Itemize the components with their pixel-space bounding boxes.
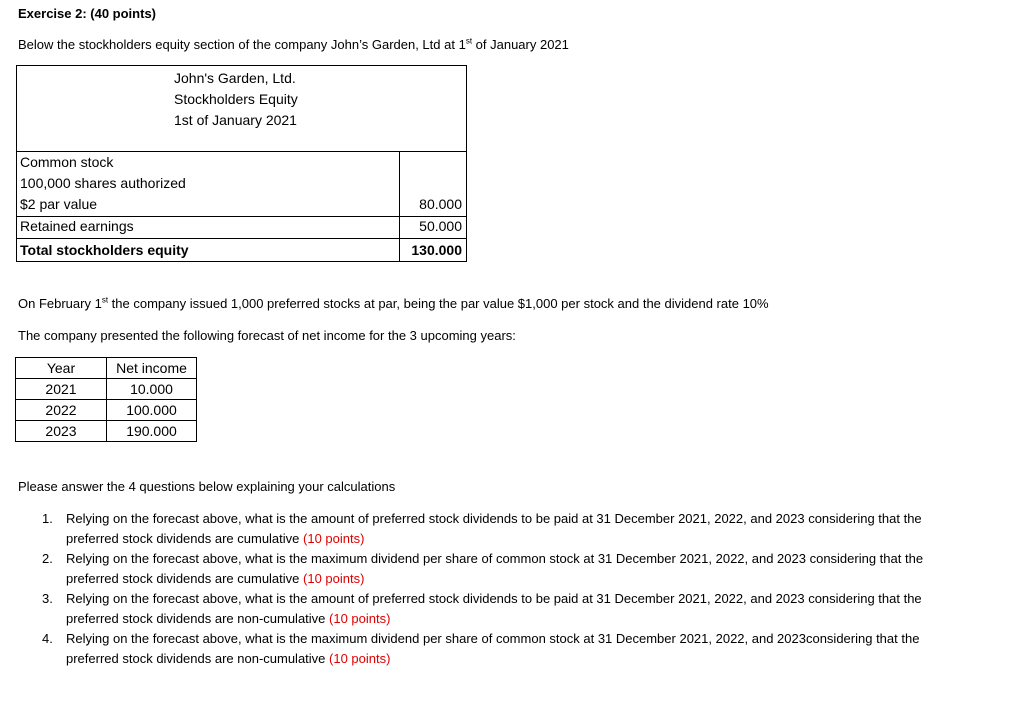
table-row: 2023 190.000 <box>16 421 197 442</box>
net-income-header: Net income <box>107 358 197 379</box>
retained-earnings-value: 50.000 <box>419 218 462 234</box>
exercise-title: Exercise 2: (40 points) <box>18 6 156 21</box>
forecast-header-row <box>16 358 197 379</box>
instructions-text: Please answer the 4 questions below explaining your calculations <box>18 479 396 494</box>
question-4: 4. Relying on the forecast above, what is the maximum dividend per share of common stock at 31 December 2021, 2022, and 2023considering that the preferred stock dividends are non-cumulative (10 points) <box>42 631 920 666</box>
forecast-intro: The company presented the following forecast of net income for the 3 upcoming years: <box>18 328 516 343</box>
question-3: 3. Relying on the forecast above, what is the amount of preferred stock dividends to be paid at 31 December 2021, 2022, and 2023 considering that the preferred stock dividends are non-cumulative (10 points) <box>42 591 922 626</box>
table-row: 2021 10.000 <box>16 379 197 400</box>
total-equity-value: 130.000 <box>411 242 462 258</box>
points-label: (10 points) <box>329 611 391 626</box>
statement-name: Stockholders Equity <box>174 91 298 107</box>
year-header: Year <box>16 358 107 379</box>
company-name: John's Garden, Ltd. <box>174 70 296 86</box>
points-label: (10 points) <box>303 531 365 546</box>
table-row: 2022 100.000 <box>16 400 197 421</box>
question-list <box>18 509 1008 669</box>
points-label: (10 points) <box>303 571 365 586</box>
question-1: 1. Relying on the forecast above, what is the amount of preferred stock dividends to be paid at 31 December 2021, 2022, and 2023 considering that the preferred stock dividends are cumulative (10 points) <box>42 511 922 546</box>
points-label: (10 points) <box>329 651 391 666</box>
statement-date: 1st of January 2021 <box>174 112 297 128</box>
equity-table: John's Garden, Ltd. Stockholders Equity 1st of January 2021 Common stock 100,000 shares authorized $2 par value 80.000 Retained earnings 50.000 Total stockholders equity 130.000 <box>16 65 467 262</box>
equity-table-header <box>17 66 466 152</box>
preferred-issue-text: On February 1st the company issued 1,000 preferred stocks at par, being the par value $1,000 per stock and the dividend rate 10% <box>18 295 769 311</box>
intro-text: Below the stockholders equity section of the company John’s Garden, Ltd at 1st of January 2021 <box>18 36 569 52</box>
common-stock-value: 80.000 <box>419 196 462 212</box>
forecast-table <box>15 357 197 442</box>
question-2: 2. Relying on the forecast above, what is the maximum dividend per share of common stock at 31 December 2021, 2022, and 2023 considering that the preferred stock dividends are cumulative (10 points) <box>42 551 924 586</box>
